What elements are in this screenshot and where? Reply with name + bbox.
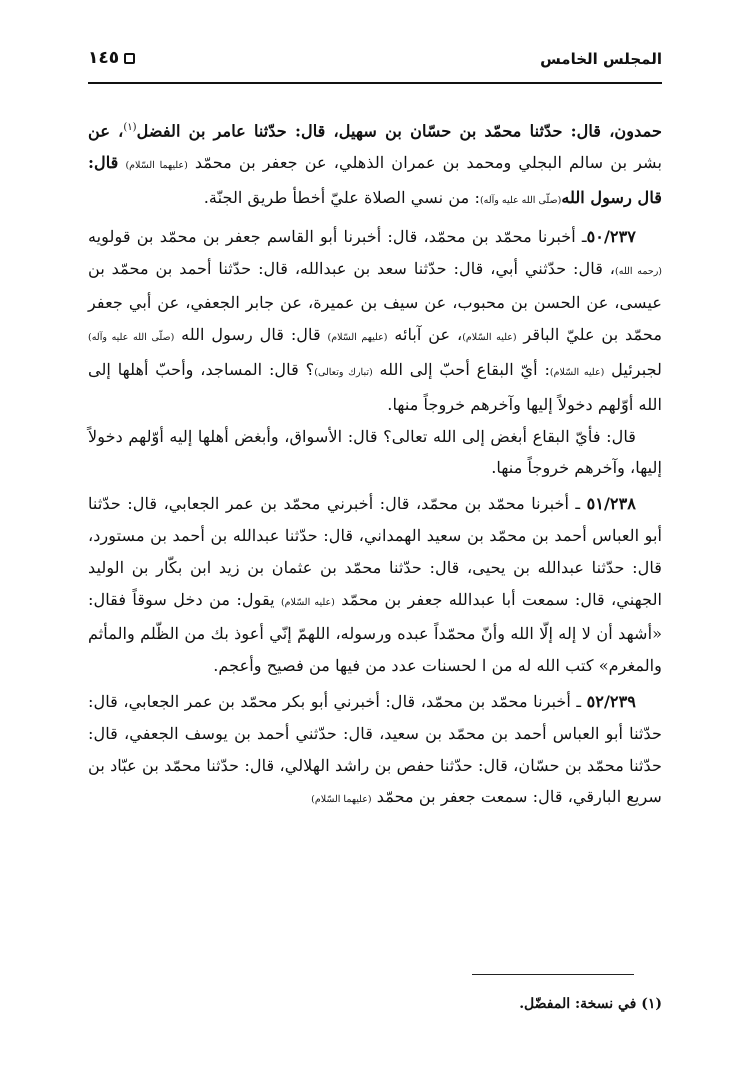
honorific: (صلّى الله عليه وآله) [479, 194, 562, 206]
p1-line2: بشر بن سالم البجلي ومحمد بن عمران الذهلي، عن جعفر بن محمّد [194, 153, 663, 173]
footnote-ref: (١) [123, 122, 137, 133]
hadith-text: قال: قال رسول الله [181, 325, 328, 345]
page-body [88, 112, 662, 816]
p1-line1-end: ، عن [88, 121, 124, 141]
hadith-text: ؟ قال: المساجد، وأحبّ أهلها إلى الله أوّلهم دخولاً إليها وآخرهم خروجاً منها. [88, 359, 662, 414]
hadith-text: لجبرئيل [611, 359, 662, 379]
hadith-number: ٥٠/٢٣٧ [586, 226, 636, 246]
honorific: (عليهما السّلام) [311, 794, 372, 806]
honorific: (عليه السّلام) [462, 332, 517, 344]
footnote: (١) في نسخة: المفضّل. [519, 996, 662, 1012]
page-number: ١٤٥ [88, 48, 120, 68]
honorific: (تبارك وتعالى) [314, 366, 373, 378]
honorific: (عليه السّلام) [280, 596, 335, 608]
chapter-title: المجلس الخامس [540, 50, 662, 68]
hadith-number: ٥٢/٢٣٩ [586, 691, 636, 711]
page-number-block [88, 48, 135, 68]
page-header [88, 46, 662, 78]
hadith-237 [88, 221, 662, 421]
honorific: (رحمه الله) [615, 265, 662, 277]
square-ornament-icon [124, 53, 135, 64]
honorific: (عليهما السّلام) [125, 160, 188, 172]
hadith-text: يقول: من دخل سوقاً فقال: «أشهد أن لا إله إلّا الله وأنّ محمّداً عبده ورسوله، اللهمّ إنّي أعوذ بك من الظّلم والمأثم والمغرم» كتب الله له من ا لحسنات عدد من فيها من فصيح وأعجم. [88, 589, 662, 676]
hadith-number: ٥١/٢٣٨ [586, 494, 636, 514]
honorific: (عليه السّلام) [549, 366, 605, 378]
hadith-239 [88, 686, 662, 816]
header-rule [88, 82, 662, 84]
hadith-text: ـ أخبرنا محمّد بن محمّد، قال: أخبرني محمّد بن عمر الجعابي، قال: حدّثنا أبو العباس أحمد بن محمّد بن سعيد الهمداني، قال: حدّثنا عبدالله بن أحمد بن مستورد، قال: حدّثنا عبدالله بن يحيى، قال: حدّثنا محمّد بن عثمان بن زيد ابن بكّار بن الوليد الجهني، قال: سمعت أبا عبدالله جعفر بن محمّد [88, 494, 662, 609]
p1-line2-end: قال: [88, 153, 119, 173]
p1-line3: قال رسول الله [561, 187, 662, 207]
hadith-text: ، قال: حدّثني أبي، قال: حدّثنا سعد بن عبدالله، قال: حدّثنا أحمد بن محمّد بن عيسى، عن الحسن بن محبوب، عن سيف بن عميرة، عن جابر الجعفي، عن أبي جعفر محمّد بن عليّ الباقر [88, 258, 663, 345]
paragraph-1 [88, 112, 662, 217]
hadith-text: : أيّ البقاع أحبّ إلى الله [379, 359, 550, 379]
hadith-237-continued: قال: فأيّ البقاع أبغض إلى الله تعالى؟ قال: الأسواق، وأبغض أهلها إليه أوّلهم دخولاً إليها، وآخرهم خروجاً منها. [88, 426, 662, 478]
honorific: (صلّى الله عليه وآله) [88, 332, 175, 344]
p1-line3-end: : من نسي الصلاة عليّ أخطأ طريق الجنّة. [203, 187, 480, 207]
honorific: (عليهم السّلام) [327, 332, 388, 344]
hadith-text: ـ أخبرنا محمّد بن محمّد، قال: أخبرنا أبو القاسم جعفر بن محمّد بن قولويه [88, 226, 587, 246]
hadith-text: ، عن آبائه [394, 325, 463, 345]
hadith-text: ـ أخبرنا محمّد بن محمّد، قال: أخبرني أبو بكر محمّد بن عمر الجعابي، قال: حدّثنا أبو العباس أحمد بن محمّد بن سعيد، قال: حدّثني أحمد بن يوسف الجعفي، قال: حدّثنا محمّد بن حسّان، قال: حدّثنا حفص بن راشد الهلالي، قال: حدّثنا محمّد بن عبّاد بن سريع البارقي، قال: سمعت جعفر بن محمّد [88, 691, 662, 807]
hadith-238 [88, 488, 662, 682]
footnote-rule [472, 974, 634, 975]
p1-line1: حمدون، قال: حدّثنا محمّد بن حسّان بن سهيل، قال: حدّثنا عامر بن الفضل [136, 121, 662, 141]
